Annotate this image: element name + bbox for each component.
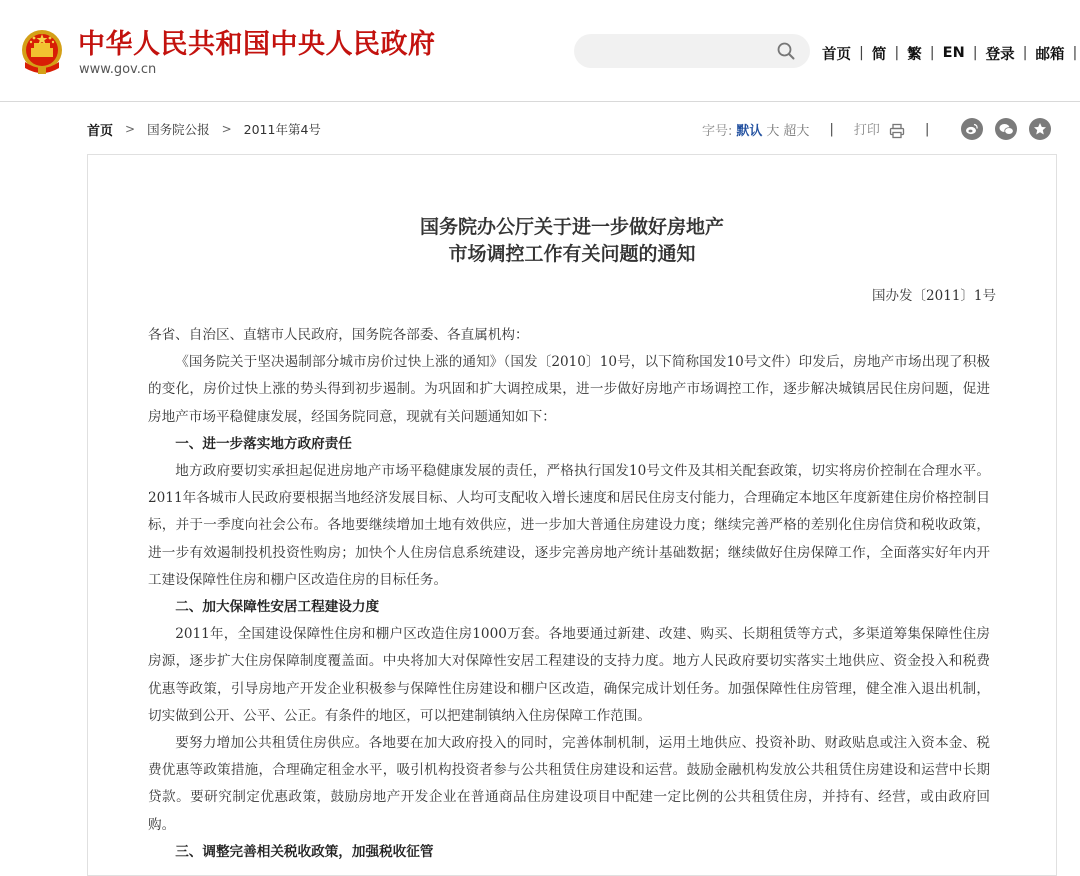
site-name[interactable]: 中华人民共和国中央人民政府: [78, 29, 436, 60]
nav-separator: |: [972, 45, 978, 61]
article-container: [87, 154, 1057, 876]
font-size-large[interactable]: 大: [766, 123, 780, 139]
weibo-icon: [965, 122, 979, 136]
search-input[interactable]: [588, 34, 772, 70]
paragraph: 地方政府要切实承担起促进房地产市场平稳健康发展的责任，严格执行国发10号文件及其相关配套政策，切实将房价控制在合理水平。2011年各城市人民政府要根据当地经济发展目标、人均可支配收入增长速度和居民住房支付能力，合理确定本地区年度新建住房价格控制目标，并于一季度向社会公布。各地要继续增加土地有效供应，进一步加大普通住房建设力度；继续完善严格的差别化住房信贷和税收政策，进一步有效遏制投机投资性购房；加快个人住房信息系统建设，逐步完善房地产统计基础数据；继续做好住房保障工作，全面落实好年内开工建设保障性住房和棚户区改造住房的目标任务。: [148, 463, 990, 588]
nav-separator: |: [1072, 45, 1078, 61]
font-size-xlarge[interactable]: 超大: [783, 123, 810, 139]
nav-separator: |: [929, 45, 935, 61]
nav-traditional[interactable]: 繁: [907, 46, 922, 63]
nav-home[interactable]: 首页: [822, 46, 851, 63]
salutation: 各省、自治区、直辖市人民政府，国务院各部委、各直属机构：: [148, 327, 529, 343]
star-icon: [1033, 122, 1047, 136]
article-title: [88, 214, 1056, 268]
national-emblem-icon[interactable]: [19, 28, 65, 78]
nav-separator: |: [859, 45, 864, 61]
article-body: [148, 322, 990, 866]
search-icon[interactable]: [777, 42, 795, 60]
section-heading: 三、调整完善相关税收政策，加强税收征管: [175, 843, 434, 860]
share-wechat-button[interactable]: [995, 118, 1017, 140]
share-weibo-button[interactable]: [961, 118, 983, 140]
paragraph: 2011年，全国建设保障性住房和棚户区改造住房1000万套。各地要通过新建、改建、购买、长期租赁等方式，多渠道筹集保障性住房房源，逐步扩大住房保障制度覆盖面。中央将加大对保障性安居工程建设的支持力度。地方人民政府要切实落实土地供应、资金投入和税费优惠等政策，引导房地产开发企业积极参与保障性住房建设和棚户区改造，确保完成计划任务。加强保障性住房管理，健全准入退出机制，切实做到公开、公平、公正。有条件的地区，可以把建制镇纳入住房保障工作范围。: [148, 626, 990, 724]
site-url[interactable]: www.gov.cn: [79, 62, 157, 77]
section-heading: 一、进一步落实地方政府责任: [175, 435, 352, 452]
chevron-right-icon: >: [221, 122, 232, 136]
article-tools: [702, 118, 1051, 140]
chevron-right-icon: >: [125, 122, 136, 136]
tool-separator: |: [924, 121, 930, 137]
nav-english[interactable]: EN: [942, 45, 965, 61]
site-header: [0, 0, 1080, 102]
font-size-default[interactable]: 默认: [736, 123, 763, 139]
nav-separator: |: [894, 45, 900, 61]
breadcrumb-gazette[interactable]: 国务院公报: [147, 122, 210, 137]
nav-mail[interactable]: 邮箱: [1035, 46, 1065, 63]
article-title-line1: 国务院办公厅关于进一步做好房地产: [419, 216, 724, 238]
nav-separator: |: [1022, 45, 1028, 61]
printer-icon: [889, 123, 905, 139]
print-label: 打印: [853, 123, 880, 139]
article-title-line2: 市场调控工作有关问题的通知: [448, 243, 696, 265]
favorite-button[interactable]: [1029, 118, 1051, 140]
nav-login[interactable]: 登录: [985, 46, 1015, 63]
breadcrumb-issue[interactable]: 2011年第4号: [243, 122, 321, 137]
paragraph: 要努力增加公共租赁住房供应。各地要在加大政府投入的同时，完善体制机制，运用土地供应、投资补助、财政贴息或注入资本金、税费优惠等政策措施，合理确定租金水平，吸引机构投资者参与公共租赁住房建设和运营。鼓励金融机构发放公共租赁住房建设和运营中长期贷款。要研究制定优惠政策，鼓励房地产开发企业在普通商品住房建设项目中配建一定比例的公共租赁住房，并持有、经营，或由政府回购。: [148, 735, 990, 833]
breadcrumb-home[interactable]: 首页: [87, 123, 114, 139]
document-number: 国办发〔2011〕1号: [872, 288, 996, 304]
font-size-label: 字号:: [702, 123, 733, 139]
section-heading: 二、加大保障性安居工程建设力度: [175, 599, 380, 616]
breadcrumb: [87, 119, 321, 139]
wechat-icon: [999, 123, 1014, 136]
search-box[interactable]: [574, 34, 810, 68]
paragraph: 《国务院关于坚决遏制部分城市房价过快上涨的通知》（国发〔2010〕10号，以下简称国发10号文件）印发后，房地产市场出现了积极的变化，房价过快上涨的势头得到初步遏制。为巩固和扩大调控成果，进一步做好房地产市场调控工作，逐步解决城镇居民住房问题，促进房地产市场平稳健康发展，经国务院同意，现就有关问题通知如下：: [148, 354, 990, 425]
top-nav: [822, 42, 1080, 64]
nav-simplified[interactable]: 简: [871, 46, 887, 63]
print-button[interactable]: [854, 119, 905, 139]
tool-separator: |: [829, 121, 834, 137]
